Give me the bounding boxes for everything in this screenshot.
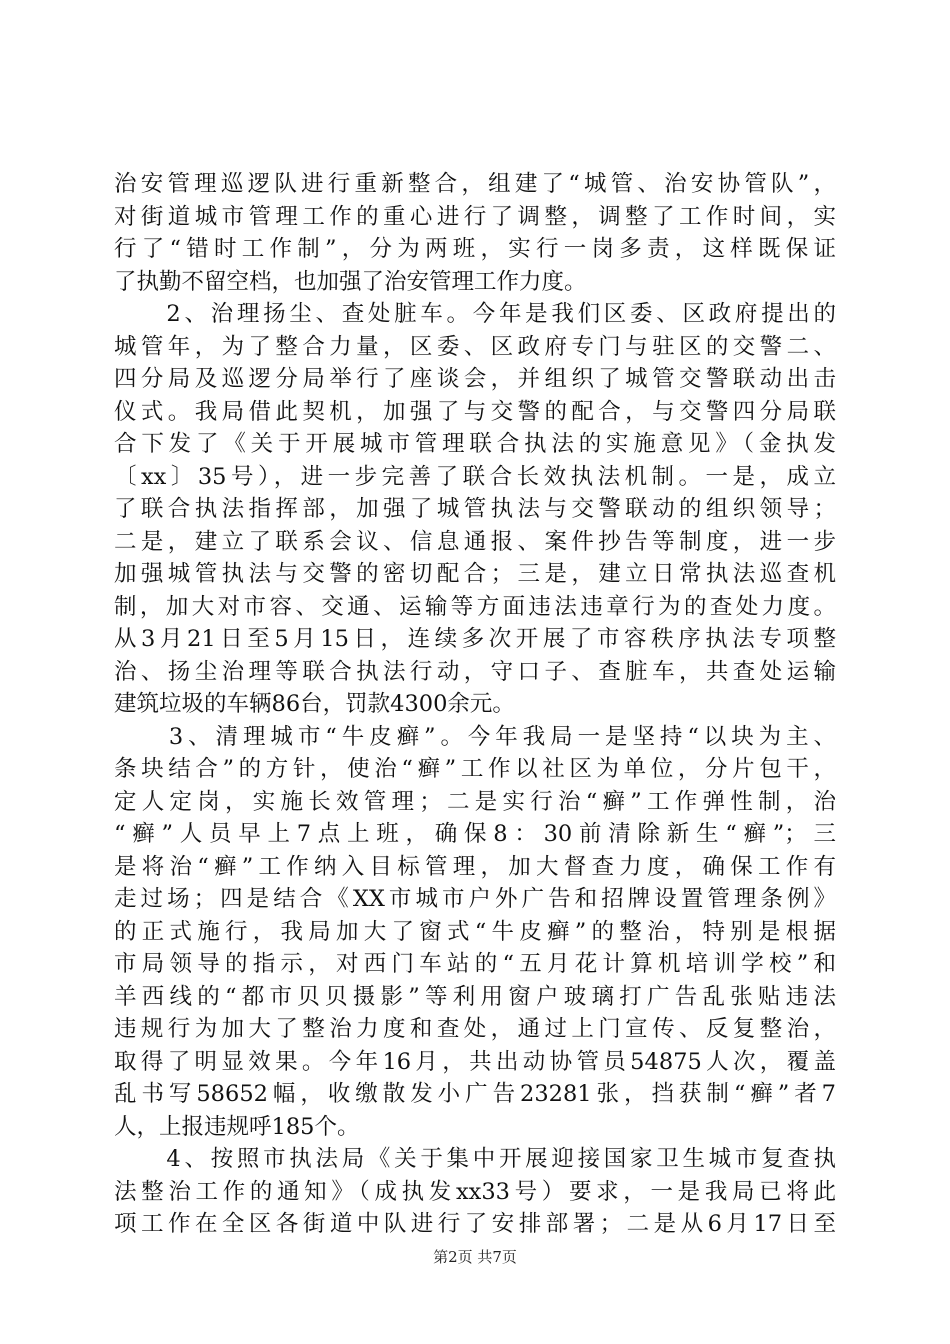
text-line: 治、扬尘治理等联合执法行动，守口子、查脏车，共查处运输 — [114, 658, 836, 685]
text-line: 定人定岗，实施长效管理；二是实行治“癣”工作弹性制，治 — [114, 788, 836, 815]
text-line: 合下发了《关于开展城市管理联合执法的实施意见》（金执发 — [114, 431, 836, 457]
text-line: 走过场；四是结合《XX市城市户外广告和招牌设置管理条例》 — [114, 886, 836, 912]
text-line: 二是，建立了联系会议、信息通报、案件抄告等制度，进一步 — [114, 528, 836, 555]
text-line: 乱书写58652幅，收缴散发小广告23281张，挡获制“癣”者7 — [114, 1081, 836, 1107]
text-line: “癣”人员早上7点上班，确保8：30前清除新生“癣”；三 — [114, 821, 836, 847]
text-line: 从3月21日至5月15日，连续多次开展了市容秩序执法专项整 — [114, 626, 836, 652]
page-footer: 第2页 共7页 — [433, 1248, 517, 1266]
text-line: 取得了明显效果。今年16月，共出动协管员54875人次，覆盖 — [114, 1048, 836, 1075]
text-line: 四分局及巡逻分局举行了座谈会，并组织了城管交警联动出击 — [114, 366, 836, 392]
document-body — [114, 168, 836, 1241]
text-line: 的正式施行，我局加大了窗式“牛皮癣”的整治，特别是根据 — [114, 918, 836, 945]
text-line: 是将治“癣”工作纳入目标管理，加大督查力度，确保工作有 — [114, 853, 836, 880]
text-line: 市局领导的指示，对西门车站的“五月花计算机培训学校”和 — [114, 951, 836, 977]
text-line: 治安管理巡逻队进行重新整合，组建了“城管、治安协管队”， — [114, 171, 836, 197]
text-line: 违规行为加大了整治力度和查处，通过上门宣传、反复整治， — [114, 1016, 836, 1042]
text-line: 人，上报违规呼185个。 — [114, 1113, 360, 1140]
text-line: 城管年，为了整合力量，区委、区政府专门与驻区的交警二、 — [114, 333, 836, 360]
text-line: 制，加大对市容、交通、运输等方面违法违章行为的查处力度。 — [114, 593, 836, 620]
text-line: 羊西线的“都市贝贝摄影”等利用窗户玻璃打广告乱张贴违法 — [114, 983, 836, 1010]
text-line: 3、清理城市“牛皮癣”。今年我局一是坚持“以块为主、 — [114, 723, 836, 750]
text-line: 了联合执法指挥部，加强了城管执法与交警联动的组织领导； — [114, 496, 836, 522]
text-line: 条块结合”的方针，使治“癣”工作以社区为单位，分片包干， — [114, 756, 836, 782]
text-line: 对街道城市管理工作的重心进行了调整，调整了工作时间，实 — [114, 203, 836, 230]
text-line: 了执勤不留空档，也加强了治安管理工作力度。 — [114, 268, 587, 295]
text-line: 仪式。我局借此契机，加强了与交警的配合，与交警四分局联 — [114, 398, 836, 425]
text-line: 〔xx〕35号），进一步完善了联合长效执法机制。一是，成立 — [114, 463, 836, 490]
text-line: 4、按照市执法局《关于集中开展迎接国家卫生城市复查执 — [114, 1146, 836, 1172]
text-line: 加强城管执法与交警的密切配合；三是，建立日常执法巡查机 — [114, 561, 836, 587]
text-line: 2、治理扬尘、查处脏车。今年是我们区委、区政府提出的 — [114, 301, 836, 327]
text-line: 行了“错时工作制”，分为两班，实行一岗多责，这样既保证 — [114, 236, 836, 262]
text-line: 建筑垃圾的车辆86台，罚款4300余元。 — [114, 691, 515, 717]
text-line: 项工作在全区各街道中队进行了安排部署；二是从6月17日至 — [114, 1211, 836, 1237]
text-line: 法整治工作的通知》（成执发xx33号）要求，一是我局已将此 — [114, 1178, 836, 1205]
